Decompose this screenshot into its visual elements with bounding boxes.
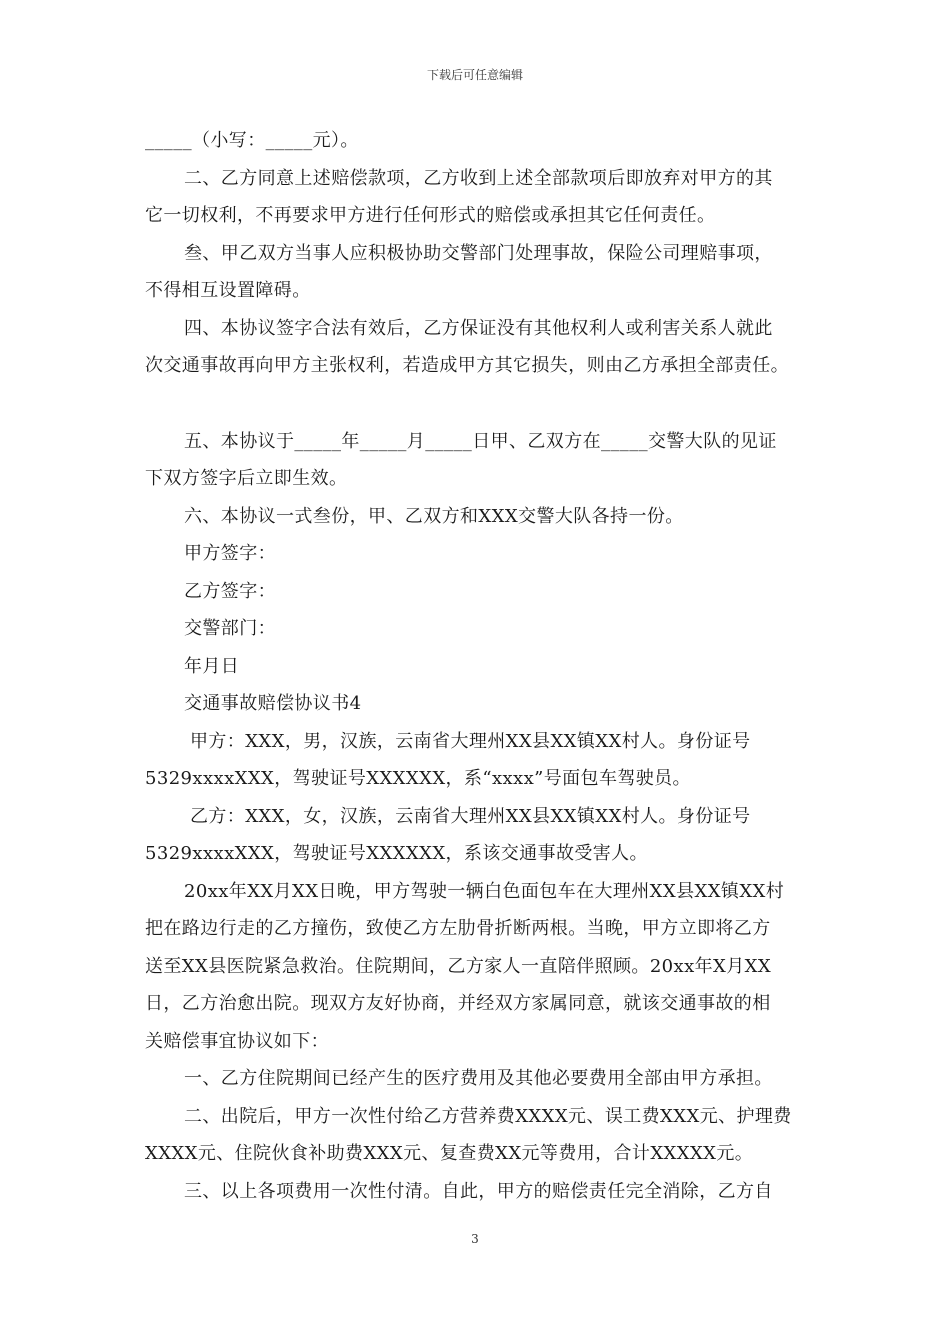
document-body [145,122,825,1210]
paragraph-line: XXXX元、住院伙食补助费XXX元、复查费XX元等费用，合计XXXXX元。 [145,1143,754,1164]
paragraph-line: 关赔偿事宜协议如下： [145,1030,329,1052]
paragraph-line: 二、乙方同意上述赔偿款项，乙方收到上述全部款项后即放弃对甲方的其 [184,167,773,189]
paragraph-line: 次交通事故再向甲方主张权利，若造成甲方其它损失，则由乙方承担全部责任。 [145,355,789,376]
blank-line [145,385,825,423]
paragraph-line: 甲方：XXX，男，汉族，云南省大理州XX县XX镇XX村人。身份证号 [190,730,751,752]
paragraph-line: 乙方：XXX，女，汉族，云南省大理州XX县XX镇XX村人。身份证号 [190,805,751,827]
paragraph-line: 20xx年XX月XX日晚，甲方驾驶一辆白色面包车在大理州XX县XX镇XX村 [184,880,785,902]
paragraph-line: 送至XX县医院紧急救治。住院期间，乙方家人一直陪伴照顾。20xx年X月XX [145,955,772,977]
paragraph-line: _____（小写：_____元）。 [145,130,359,151]
paragraph-line: 不得相互设置障碍。 [145,280,311,301]
paragraph-line: 二、出院后，甲方一次性付给乙方营养费XXXX元、误工费XXX元、护理费 [184,1105,792,1127]
paragraph-line: 日，乙方治愈出院。现双方友好协商，并经双方家属同意，就该交通事故的相 [145,993,771,1014]
signature-label-party-a: 甲方签字： [184,543,276,564]
paragraph-line: 一、乙方住院期间已经产生的医疗费用及其他必要费用全部由甲方承担。 [184,1068,773,1089]
signature-label-party-b: 乙方签字： [184,580,276,602]
header-note: 下载后可任意编辑 [426,68,523,82]
section-title: 交通事故赔偿协议书4 [184,693,362,714]
page-number: 3 [471,1232,479,1246]
paragraph-line: 下双方签字后立即生效。 [145,468,348,489]
signature-label-police: 交警部门： [184,618,276,639]
paragraph-line: 五、本协议于_____年_____月_____日甲、乙双方在_____交警大队的见证 [184,430,777,452]
date-label: 年月日 [184,655,240,677]
paragraph-line: 四、本协议签字合法有效后，乙方保证没有其他权利人或利害关系人就此 [184,317,773,339]
paragraph-line: 5329xxxxXXX，驾驶证号XXXXXX，系“xxxx”号面包车驾驶员。 [145,768,691,789]
paragraph-line: 把在路边行走的乙方撞伤，致使乙方左肋骨折断两根。当晚，甲方立即将乙方 [145,918,771,939]
paragraph-line: 三、以上各项费用一次性付清。自此，甲方的赔偿责任完全消除，乙方自 [184,1180,773,1202]
paragraph-line: 5329xxxxXXX，驾驶证号XXXXXX，系该交通事故受害人。 [145,843,648,864]
paragraph-line: 它一切权利，不再要求甲方进行任何形式的赔偿或承担其它任何责任。 [145,205,716,226]
paragraph-line: 叁、甲乙双方当事人应积极协助交警部门处理事故，保险公司理赔事项， [184,242,773,264]
paragraph-line: 六、本协议一式叁份，甲、乙双方和XXX交警大队各持一份。 [184,505,684,527]
